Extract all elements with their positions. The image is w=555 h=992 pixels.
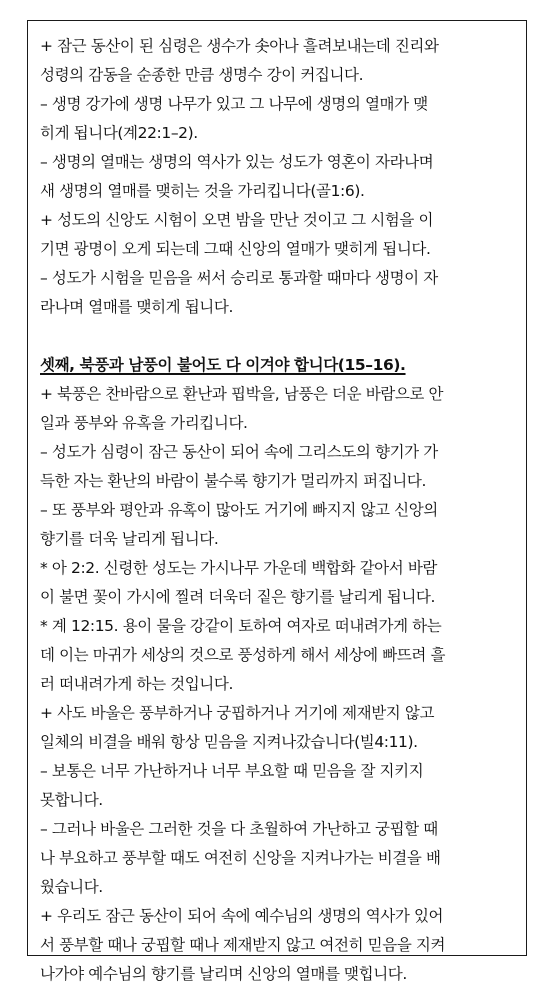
text-line: 서 풍부할 때나 궁핍할 때나 제재받지 않고 여전히 믿음을 지켜	[40, 936, 446, 954]
text-line: – 그러나 바울은 그러한 것을 다 초월하여 가난하고 궁핍할 때	[40, 820, 438, 838]
text-line: – 보통은 너무 가난하거나 너무 부요할 때 믿음을 잘 지키지	[40, 762, 424, 780]
section-heading: 셋째, 북풍과 남풍이 불어도 다 이겨야 합니다(15–16).	[40, 356, 406, 374]
text-line: 이 불면 꽃이 가시에 찔려 더욱더 짙은 향기를 날리게 됩니다.	[40, 588, 436, 606]
text-line: 새 생명의 열매를 맺히는 것을 가리킵니다(골1:6).	[40, 182, 365, 200]
text-line: 데 이는 마귀가 세상의 것으로 풍성하게 해서 세상에 빠뜨려 흘	[40, 646, 446, 664]
text-line: 나가야 예수님의 향기를 날리며 신앙의 열매를 맺힙니다.	[40, 965, 407, 983]
text-line: * 계 12:15. 용이 물을 강같이 토하여 여자로 떠내려가게 하는	[40, 617, 442, 635]
text-line: + 잠근 동산이 된 심령은 생수가 솟아나 흘려보내는데 진리와	[40, 37, 439, 55]
section-garden-spring	[40, 32, 518, 322]
text-line: – 생명 강가에 생명 나무가 있고 그 나무에 생명의 열매가 맺	[40, 95, 428, 113]
section-north-south-wind	[40, 351, 518, 989]
text-line: – 성도가 시험을 믿음을 써서 승리로 통과할 때마다 생명이 자	[40, 269, 438, 287]
text-line: + 북풍은 찬바람으로 환난과 핍박을, 남풍은 더운 바람으로 안	[40, 385, 444, 403]
text-line: 웠습니다.	[40, 878, 103, 896]
text-line: 일체의 비결을 배워 항상 믿음을 지켜나갔습니다(빌4:11).	[40, 733, 418, 751]
text-line: 나 부요하고 풍부할 때도 여전히 신앙을 지켜나가는 비결을 배	[40, 849, 441, 867]
text-line: 라나며 열매를 맺히게 됩니다.	[40, 298, 233, 316]
text-line: + 우리도 잠근 동산이 되어 속에 예수님의 생명의 역사가 있어	[40, 907, 444, 925]
document-body	[40, 32, 518, 989]
text-line: * 아 2:2. 신령한 성도는 가시나무 가운데 백합화 같아서 바람	[40, 559, 437, 577]
text-line: 득한 자는 환난의 바람이 불수록 향기가 멀리까지 퍼집니다.	[40, 472, 426, 490]
text-line: – 또 풍부와 평안과 유혹이 많아도 거기에 빠지지 않고 신앙의	[40, 501, 438, 519]
text-line: 성령의 감동을 순종한 만큼 생명수 강이 커집니다.	[40, 66, 364, 84]
text-line: 히게 됩니다(계22:1–2).	[40, 124, 198, 142]
text-line: + 성도의 신앙도 시험이 오면 밤을 만난 것이고 그 시험을 이	[40, 211, 434, 229]
text-line: + 사도 바울은 풍부하거나 궁핍하거나 거기에 제재받지 않고	[40, 704, 435, 722]
text-line: – 생명의 열매는 생명의 역사가 있는 성도가 영혼이 자라나며	[40, 153, 434, 171]
paragraph-spacer	[40, 322, 518, 351]
text-line: 향기를 더욱 날리게 됩니다.	[40, 530, 219, 548]
text-line: 못합니다.	[40, 791, 103, 809]
text-line: 일과 풍부와 유혹을 가리킵니다.	[40, 414, 248, 432]
text-line: 기면 광명이 오게 되는데 그때 신앙의 열매가 맺히게 됩니다.	[40, 240, 431, 258]
text-line: – 성도가 심령이 잠근 동산이 되어 속에 그리스도의 향기가 가	[40, 443, 438, 461]
text-line: 러 떠내려가게 하는 것입니다.	[40, 675, 233, 693]
